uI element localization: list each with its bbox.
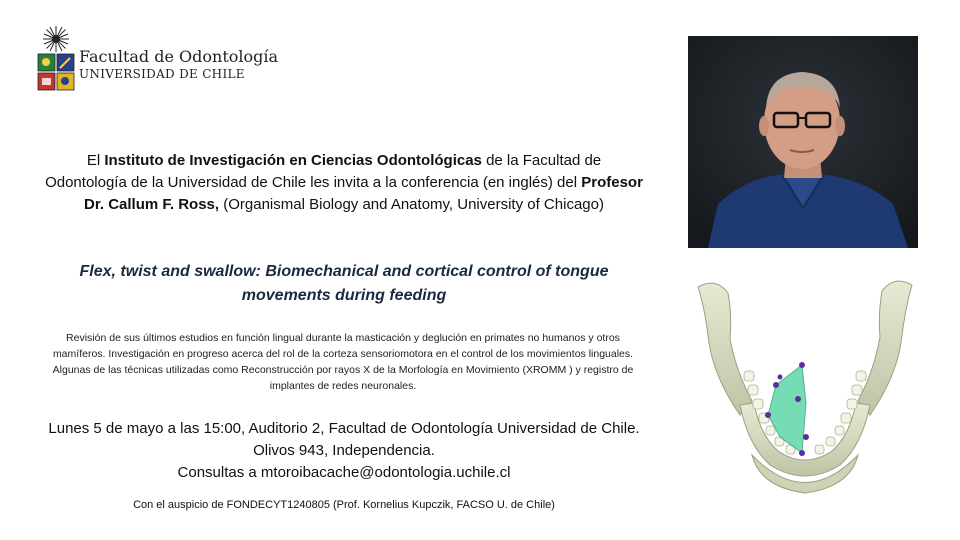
- talk-title: Flex, twist and swallow: Biomechanical and cortical control of tongue movements during feeding: [79, 263, 609, 304]
- invitation-paragraph: [44, 150, 644, 216]
- speaker-name: Profesor Dr. Callum F. Ross,: [84, 174, 643, 213]
- intro-part-1: El: [86, 152, 105, 169]
- faculty-logo: [36, 22, 286, 102]
- sponsor-note: Con el auspicio de FONDECYT1240805 (Prof. Kornelius Kupczik, FACSO U. de Chile): [133, 499, 555, 511]
- event-date-location: Lunes 5 de mayo a las 15:00, Auditorio 2, Facultad de Odontología Universidad de Chile. Olivos 943, Independencia.: [48, 420, 640, 459]
- intro-part-2: de la Facultad de Odontología de la Universidad de Chile les invita a la conferencia (en inglés) del: [45, 152, 602, 191]
- institute-name: Instituto de Investigación en Ciencias Odontológicas: [104, 152, 482, 169]
- event-details: [44, 418, 644, 484]
- faculty-name: Facultad de Odontología: [79, 47, 279, 66]
- intro-part-3: (Organismal Biology and Anatomy, University of Chicago): [219, 196, 604, 213]
- university-name: UNIVERSIDAD DE CHILE: [79, 67, 245, 81]
- speaker-portrait: [688, 36, 918, 248]
- jaw-tongue-3d-model: [690, 275, 920, 510]
- talk-abstract: Revisión de sus últimos estudios en función lingual durante la masticación y deglución en primates no humanos y otros mamíferos. Investigación en progreso acerca del rol de la corteza sensoriomotora en el control de los movimientos linguales. Algunas de las técnicas utilizadas como Reconstrucción por rayos X de la Morfología en Movimiento (XROMM ) y registro de implantes de redes neuronales.: [52, 332, 634, 392]
- event-contact: Consultas a mtoroibacache@odontologia.uchile.cl: [177, 464, 511, 481]
- university-crest-icon: [36, 22, 76, 102]
